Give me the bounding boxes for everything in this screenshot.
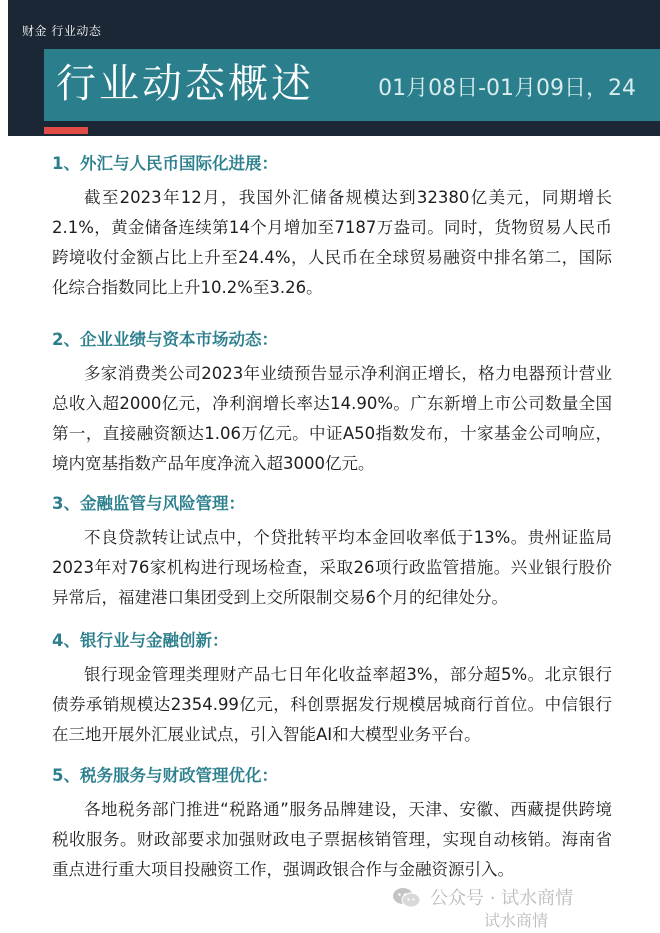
section-heading: 4、银行业与金融创新： [52, 631, 229, 650]
section-heading: 5、税务服务与财政管理优化： [52, 766, 278, 785]
section-heading: 2、企业业绩与资本市场动态： [52, 330, 278, 349]
watermark-account: 公众号 · 试水商情 [430, 888, 574, 909]
wechat-icon [392, 886, 422, 910]
date-range: 01月08日-01月09日，24 [378, 76, 636, 101]
title-band [44, 49, 660, 121]
section-body: 银行现金管理类理财产品七日年化收益率超3%，部分超5%。北京银行债券承销规模达2354.99亿元，科创票据发行规模居城商行首位。中信银行在三地开展外汇展业试点，引入智能AI和大模型业务平台。 [52, 665, 612, 744]
section-heading: 3、金融监管与风险管理： [52, 494, 245, 513]
watermark [388, 880, 648, 930]
section-body: 多家消费类公司2023年业绩预告显示净利润正增长，格力电器预计营业总收入超2000亿元，净利润增长率达14.90%。广东新增上市公司数量全国第一，直接融资额达1.06万亿元。中证A50指数发布，十家基金公司响应，境内宽基指数产品年度净流入超3000亿元。 [52, 364, 612, 473]
page-title: 行业动态概述 [56, 61, 314, 107]
section-body: 各地税务部门推进“税路通”服务品牌建设，天津、安徽、西藏提供跨境税收服务。财政部要求加强财政电子票据核销管理，实现自动核销。海南省重点进行重大项目投融资工作，强调政银合作与金融资源引入。 [52, 800, 612, 879]
accent-bar [44, 127, 88, 134]
section-heading: 1、外汇与人民币国际化进展： [52, 154, 278, 173]
header-banner [8, 0, 660, 136]
watermark-name: 试水商情 [484, 911, 549, 930]
section-body: 截至2023年12月，我国外汇储备规模达到32380亿美元，同期增长2.1%，黄金储备连续第14个月增加至7187万盎司。同时，货物贸易人民币跨境收付金额占比上升至24.4%，人民币在全球贸易融资中排名第二，国际化综合指数同比上升10.2%至3.26。 [52, 188, 612, 297]
section-body: 不良贷款转让试点中，个贷批转平均本金回收率低于13%。贵州证监局2023年对76家机构进行现场检查，采取26项行政监管措施。兴业银行股价异常后，福建港口集团受到上交所限制交易6个月的纪律处分。 [52, 528, 612, 607]
breadcrumb: 财金 行业动态 [22, 24, 102, 38]
